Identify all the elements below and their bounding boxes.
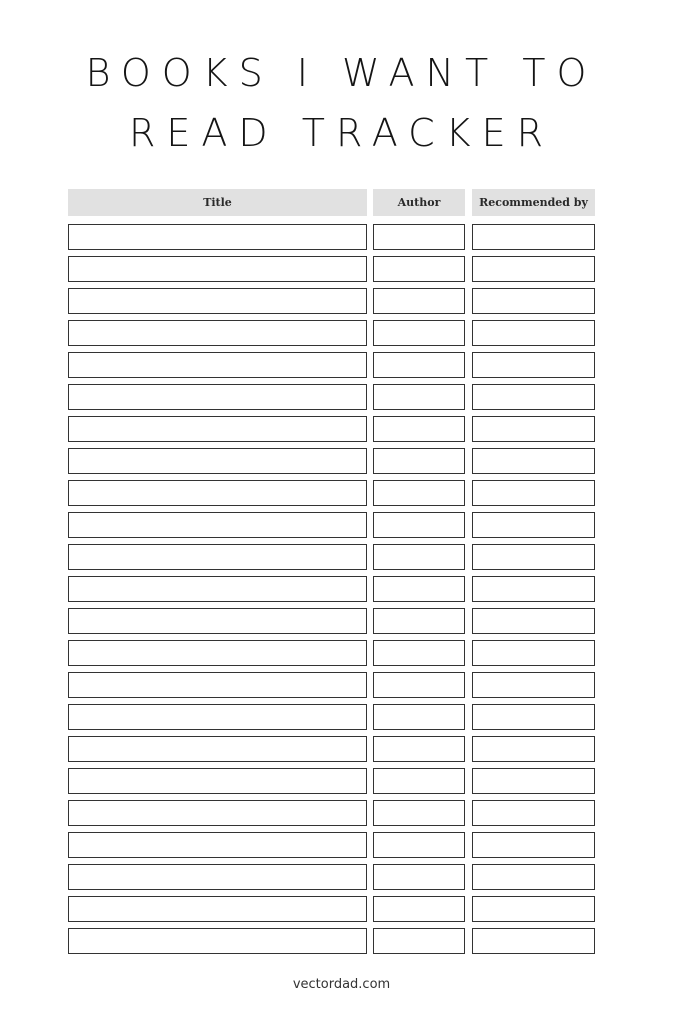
- title-cell[interactable]: [68, 352, 367, 378]
- author-cell[interactable]: [373, 768, 465, 794]
- recommended-by-cell[interactable]: [472, 416, 595, 442]
- title-cell[interactable]: [68, 384, 367, 410]
- author-cell[interactable]: [373, 576, 465, 602]
- recommended-by-cell[interactable]: [472, 352, 595, 378]
- column-header-author: Author: [373, 189, 465, 216]
- recommended-by-cell[interactable]: [472, 256, 595, 282]
- page-title-line-1: BOOKS I WANT TO: [85, 51, 598, 95]
- author-cell[interactable]: [373, 384, 465, 410]
- recommended-by-cell[interactable]: [472, 384, 595, 410]
- title-cell[interactable]: [68, 288, 367, 314]
- title-cell[interactable]: [68, 768, 367, 794]
- title-cell[interactable]: [68, 800, 367, 826]
- column-header-title: Title: [68, 189, 367, 216]
- title-cell[interactable]: [68, 896, 367, 922]
- author-cell[interactable]: [373, 864, 465, 890]
- recommended-by-cell[interactable]: [472, 448, 595, 474]
- author-cell[interactable]: [373, 224, 465, 250]
- recommended-by-cell[interactable]: [472, 768, 595, 794]
- title-cell[interactable]: [68, 704, 367, 730]
- recommended-by-cell[interactable]: [472, 320, 595, 346]
- column-header-recommended-by: Recommended by: [472, 189, 595, 216]
- author-cell[interactable]: [373, 320, 465, 346]
- recommended-by-cell[interactable]: [472, 928, 595, 954]
- title-cell[interactable]: [68, 608, 367, 634]
- recommended-by-cell[interactable]: [472, 288, 595, 314]
- title-cell[interactable]: [68, 544, 367, 570]
- recommended-by-cell[interactable]: [472, 608, 595, 634]
- title-cell[interactable]: [68, 864, 367, 890]
- recommended-by-cell[interactable]: [472, 736, 595, 762]
- author-cell[interactable]: [373, 832, 465, 858]
- title-cell[interactable]: [68, 320, 367, 346]
- author-cell[interactable]: [373, 704, 465, 730]
- title-cell[interactable]: [68, 416, 367, 442]
- footer-website: vectordad.com: [292, 977, 391, 992]
- author-cell[interactable]: [373, 800, 465, 826]
- page-title-line-2: READ TRACKER: [128, 111, 554, 155]
- title-cell[interactable]: [68, 224, 367, 250]
- author-cell[interactable]: [373, 448, 465, 474]
- author-cell[interactable]: [373, 736, 465, 762]
- title-cell[interactable]: [68, 576, 367, 602]
- title-cell[interactable]: [68, 256, 367, 282]
- author-cell[interactable]: [373, 256, 465, 282]
- recommended-by-cell[interactable]: [472, 544, 595, 570]
- author-cell[interactable]: [373, 640, 465, 666]
- author-cell[interactable]: [373, 544, 465, 570]
- recommended-by-cell[interactable]: [472, 896, 595, 922]
- author-cell[interactable]: [373, 480, 465, 506]
- author-cell[interactable]: [373, 896, 465, 922]
- recommended-by-cell[interactable]: [472, 480, 595, 506]
- recommended-by-cell[interactable]: [472, 640, 595, 666]
- title-cell[interactable]: [68, 640, 367, 666]
- author-cell[interactable]: [373, 416, 465, 442]
- recommended-by-cell[interactable]: [472, 832, 595, 858]
- recommended-by-cell[interactable]: [472, 512, 595, 538]
- author-cell[interactable]: [373, 672, 465, 698]
- title-cell[interactable]: [68, 448, 367, 474]
- recommended-by-cell[interactable]: [472, 672, 595, 698]
- recommended-by-cell[interactable]: [472, 576, 595, 602]
- recommended-by-cell[interactable]: [472, 704, 595, 730]
- title-cell[interactable]: [68, 672, 367, 698]
- recommended-by-cell[interactable]: [472, 800, 595, 826]
- author-cell[interactable]: [373, 288, 465, 314]
- author-cell[interactable]: [373, 512, 465, 538]
- author-cell[interactable]: [373, 352, 465, 378]
- author-cell[interactable]: [373, 608, 465, 634]
- title-cell[interactable]: [68, 480, 367, 506]
- recommended-by-cell[interactable]: [472, 224, 595, 250]
- author-cell[interactable]: [373, 928, 465, 954]
- title-cell[interactable]: [68, 512, 367, 538]
- title-cell[interactable]: [68, 736, 367, 762]
- recommended-by-cell[interactable]: [472, 864, 595, 890]
- title-cell[interactable]: [68, 832, 367, 858]
- title-cell[interactable]: [68, 928, 367, 954]
